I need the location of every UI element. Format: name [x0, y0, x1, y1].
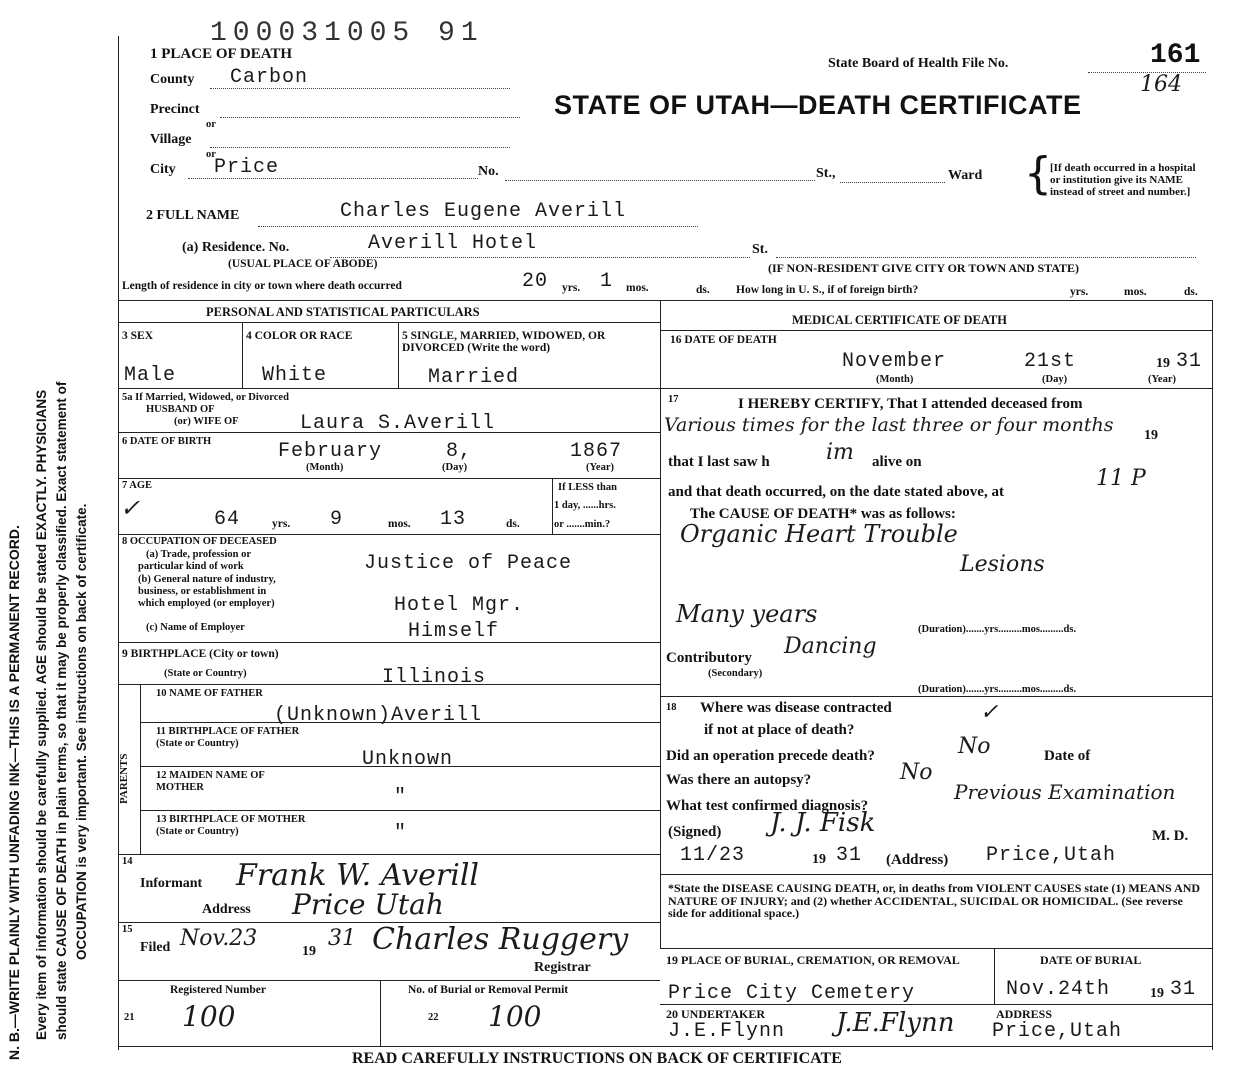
attended-period: Various times for the last three or four months: [664, 414, 1114, 436]
dob-month: February: [278, 440, 383, 463]
undertaker-address: Price,Utah: [992, 1020, 1123, 1043]
county-value: Carbon: [230, 66, 309, 89]
disease-contracted-label: Where was disease contracted: [700, 700, 892, 716]
form-left-border: [118, 36, 119, 1050]
filed-year: 31: [328, 926, 356, 951]
burial-date-value: Nov.24th: [1006, 978, 1111, 1001]
personal-heading: PERSONAL AND STATISTICAL PARTICULARS: [206, 305, 480, 319]
spouse-label-3: (or) WIFE OF: [174, 416, 239, 427]
undertaker-signature: J.E.Flynn: [836, 1008, 955, 1038]
occupation-trade: Justice of Peace: [364, 552, 573, 575]
mother-label: 12 MAIDEN NAME OF MOTHER: [156, 770, 265, 793]
burial-year: 31: [1170, 978, 1197, 1001]
death-year: 31: [1176, 350, 1203, 373]
spouse-value: Laura S.Averill: [300, 412, 496, 435]
father-birthplace-value: Unknown: [362, 748, 454, 771]
form-bottom-border: [118, 1046, 1213, 1047]
residence-sub: (USUAL PLACE OF ABODE): [228, 258, 378, 270]
last-saw-label: that I last saw h: [668, 454, 770, 470]
margin-instruction-2: Every item of information should be carefully supplied. AGE should be stated EXACTLY. PHYSICIANS: [34, 389, 49, 1040]
registered-number-label: Registered Number: [170, 984, 266, 996]
physician-address: Price,Utah: [986, 844, 1117, 867]
informant-signature: Frank W. Averill: [236, 858, 480, 893]
birthplace-value: Illinois: [382, 666, 487, 689]
operation-value: No: [958, 734, 991, 759]
margin-instruction-1: N. B.—WRITE PLAINLY WITH UNFADING INK—THIS IS A PERMANENT RECORD.: [6, 525, 22, 1060]
city-label: City: [150, 162, 176, 177]
margin-instruction-3: should state CAUSE OF DEATH in plain terms, so that it may be properly classified. Exact statement of: [54, 381, 69, 1040]
village-label: Village: [150, 132, 192, 147]
city-value: Price: [214, 156, 280, 179]
form-right-border: [1212, 300, 1213, 1050]
address-label: Address: [202, 902, 251, 917]
contributory-label: Contributory: [666, 650, 752, 666]
cause-primary: Organic Heart Trouble: [680, 520, 958, 548]
test-value: Previous Examination: [954, 780, 1176, 804]
residence-value: Averill Hotel: [368, 232, 538, 255]
registrar-signature: Charles Ruggery: [372, 922, 629, 957]
physician-signature: J. J. Fisk: [770, 808, 876, 838]
mother-birthplace-label: 13 BIRTHPLACE OF MOTHER (State or Country): [156, 814, 306, 837]
father-label: 10 NAME OF FATHER: [156, 688, 263, 699]
burial-place-label: 19 PLACE OF BURIAL, CREMATION, OR REMOVAL: [666, 953, 960, 967]
death-occurred-label: and that death occurred, on the date stated above, at: [668, 484, 1004, 500]
residence-label: (a) Residence. No.: [182, 240, 290, 255]
residence-months: 1: [600, 270, 614, 293]
death-time: 11 P: [1096, 466, 1146, 491]
mother-value: ": [394, 786, 408, 809]
undertaker-value: J.E.Flynn: [668, 1020, 786, 1043]
sign-year: 31: [836, 844, 863, 867]
foreign-birth-label: How long in U. S., if of foreign birth?: [736, 284, 919, 296]
autopsy-value: No: [900, 760, 933, 785]
undertaker-label: 20 UNDERTAKER: [666, 1007, 766, 1021]
burial-place-value: Price City Cemetery: [668, 982, 916, 1005]
parents-label: PARENTS: [118, 753, 130, 804]
dob-day: 8,: [446, 440, 473, 463]
document-title: STATE OF UTAH—DEATH CERTIFICATE: [554, 90, 1082, 120]
date-death-label: 16 DATE OF DEATH: [670, 334, 777, 346]
sex-value: Male: [124, 364, 177, 387]
signed-label: (Signed): [668, 824, 722, 840]
autopsy-label: Was there an autopsy?: [666, 772, 812, 788]
race-value: White: [262, 364, 328, 387]
death-month: November: [842, 350, 947, 373]
file-hand: 164: [1140, 72, 1182, 97]
age-days: 13: [440, 508, 467, 531]
footer-instructions: READ CAREFULLY INSTRUCTIONS ON BACK OF CERTIFICATE: [352, 1050, 842, 1067]
cause-duration: Many years: [676, 600, 818, 628]
place-heading: 1 PLACE OF DEATH: [150, 46, 293, 62]
informant-label: Informant: [140, 876, 203, 891]
employer-value: Himself: [408, 620, 500, 643]
margin-instruction-4: OCCUPATION is very important. See instructions on back of certificate.: [74, 503, 89, 960]
undertaker-address-label: ADDRESS: [996, 1007, 1053, 1021]
death-day: 21st: [1024, 350, 1077, 373]
registered-number: 100: [182, 1000, 236, 1033]
cause-label: The CAUSE OF DEATH* was as follows:: [690, 506, 956, 522]
dob-year: 1867: [570, 440, 623, 463]
spouse-label-2: HUSBAND OF: [146, 404, 215, 415]
father-birthplace-label: 11 BIRTHPLACE OF FATHER (State or Country): [156, 726, 300, 749]
file-stamp: 161: [1150, 40, 1201, 71]
cause-secondary: Lesions: [960, 552, 1045, 577]
sign-date: 11/23: [680, 844, 746, 867]
full-name-value: Charles Eugene Averill: [340, 200, 627, 223]
cause-footnote: *State the DISEASE CAUSING DEATH, or, in deaths from VIOLENT CAUSES state (1) MEANS AND NATURE OF INJURY; and (2) whether ACCIDENTAL, SUICIDAL OR HOMICIDAL. (See reverse side for additional space.): [668, 881, 1201, 920]
county-label: County: [150, 72, 195, 87]
serial-number: 100031005 91: [210, 18, 484, 49]
marital-label: 5 SINGLE, MARRIED, WIDOWED, OR DIVORCED (Write the word): [402, 330, 606, 354]
precinct-label: Precinct: [150, 102, 200, 117]
birthplace-label: 9 BIRTHPLACE (City or town): [122, 648, 279, 660]
medical-heading: MEDICAL CERTIFICATE OF DEATH: [792, 313, 1007, 327]
file-label: State Board of Health File No.: [828, 56, 1009, 71]
full-name-label: 2 FULL NAME: [146, 208, 240, 223]
age-months: 9: [330, 508, 344, 531]
contributory-cause: Dancing: [784, 634, 877, 659]
age-label: 7 AGE: [122, 480, 153, 491]
mother-birthplace-value: ": [394, 822, 408, 845]
occupation-label: 8 OCCUPATION OF DECEASED: [122, 536, 277, 547]
spouse-label-1: 5a If Married, Widowed, or Divorced: [122, 392, 289, 403]
center-divider: [660, 300, 661, 948]
registrar-label: Registrar: [534, 960, 591, 975]
length-residence-label: Length of residence in city or town where death occurred: [122, 280, 402, 292]
informant-address: Price Utah: [292, 888, 444, 921]
nonresident-note: (IF NON-RESIDENT GIVE CITY OR TOWN AND STATE): [768, 261, 1080, 275]
marital-value: Married: [428, 366, 520, 389]
test-label: What test confirmed diagnosis?: [666, 798, 869, 814]
operation-label: Did an operation precede death?: [666, 748, 875, 764]
sex-label: 3 SEX: [122, 330, 153, 342]
residence-years: 20: [522, 270, 549, 293]
hospital-note: [If death occurred in a hospital or institution give its NAME instead of street and number.]: [1050, 162, 1196, 198]
dob-label: 6 DATE OF BIRTH: [122, 436, 212, 447]
race-label: 4 COLOR OR RACE: [246, 330, 353, 342]
filed-date: Nov.23: [180, 926, 258, 951]
burial-permit-label: No. of Burial or Removal Permit: [408, 984, 569, 996]
burial-date-label: DATE OF BURIAL: [1040, 953, 1142, 967]
filed-label: Filed: [140, 940, 171, 955]
father-value: (Unknown)Averill: [274, 704, 483, 727]
burial-permit-number: 100: [488, 1000, 542, 1033]
age-years: 64: [214, 508, 241, 531]
occupation-industry: Hotel Mgr.: [394, 594, 525, 617]
certify-statement: I HEREBY CERTIFY, That I attended deceased from: [738, 396, 1083, 412]
